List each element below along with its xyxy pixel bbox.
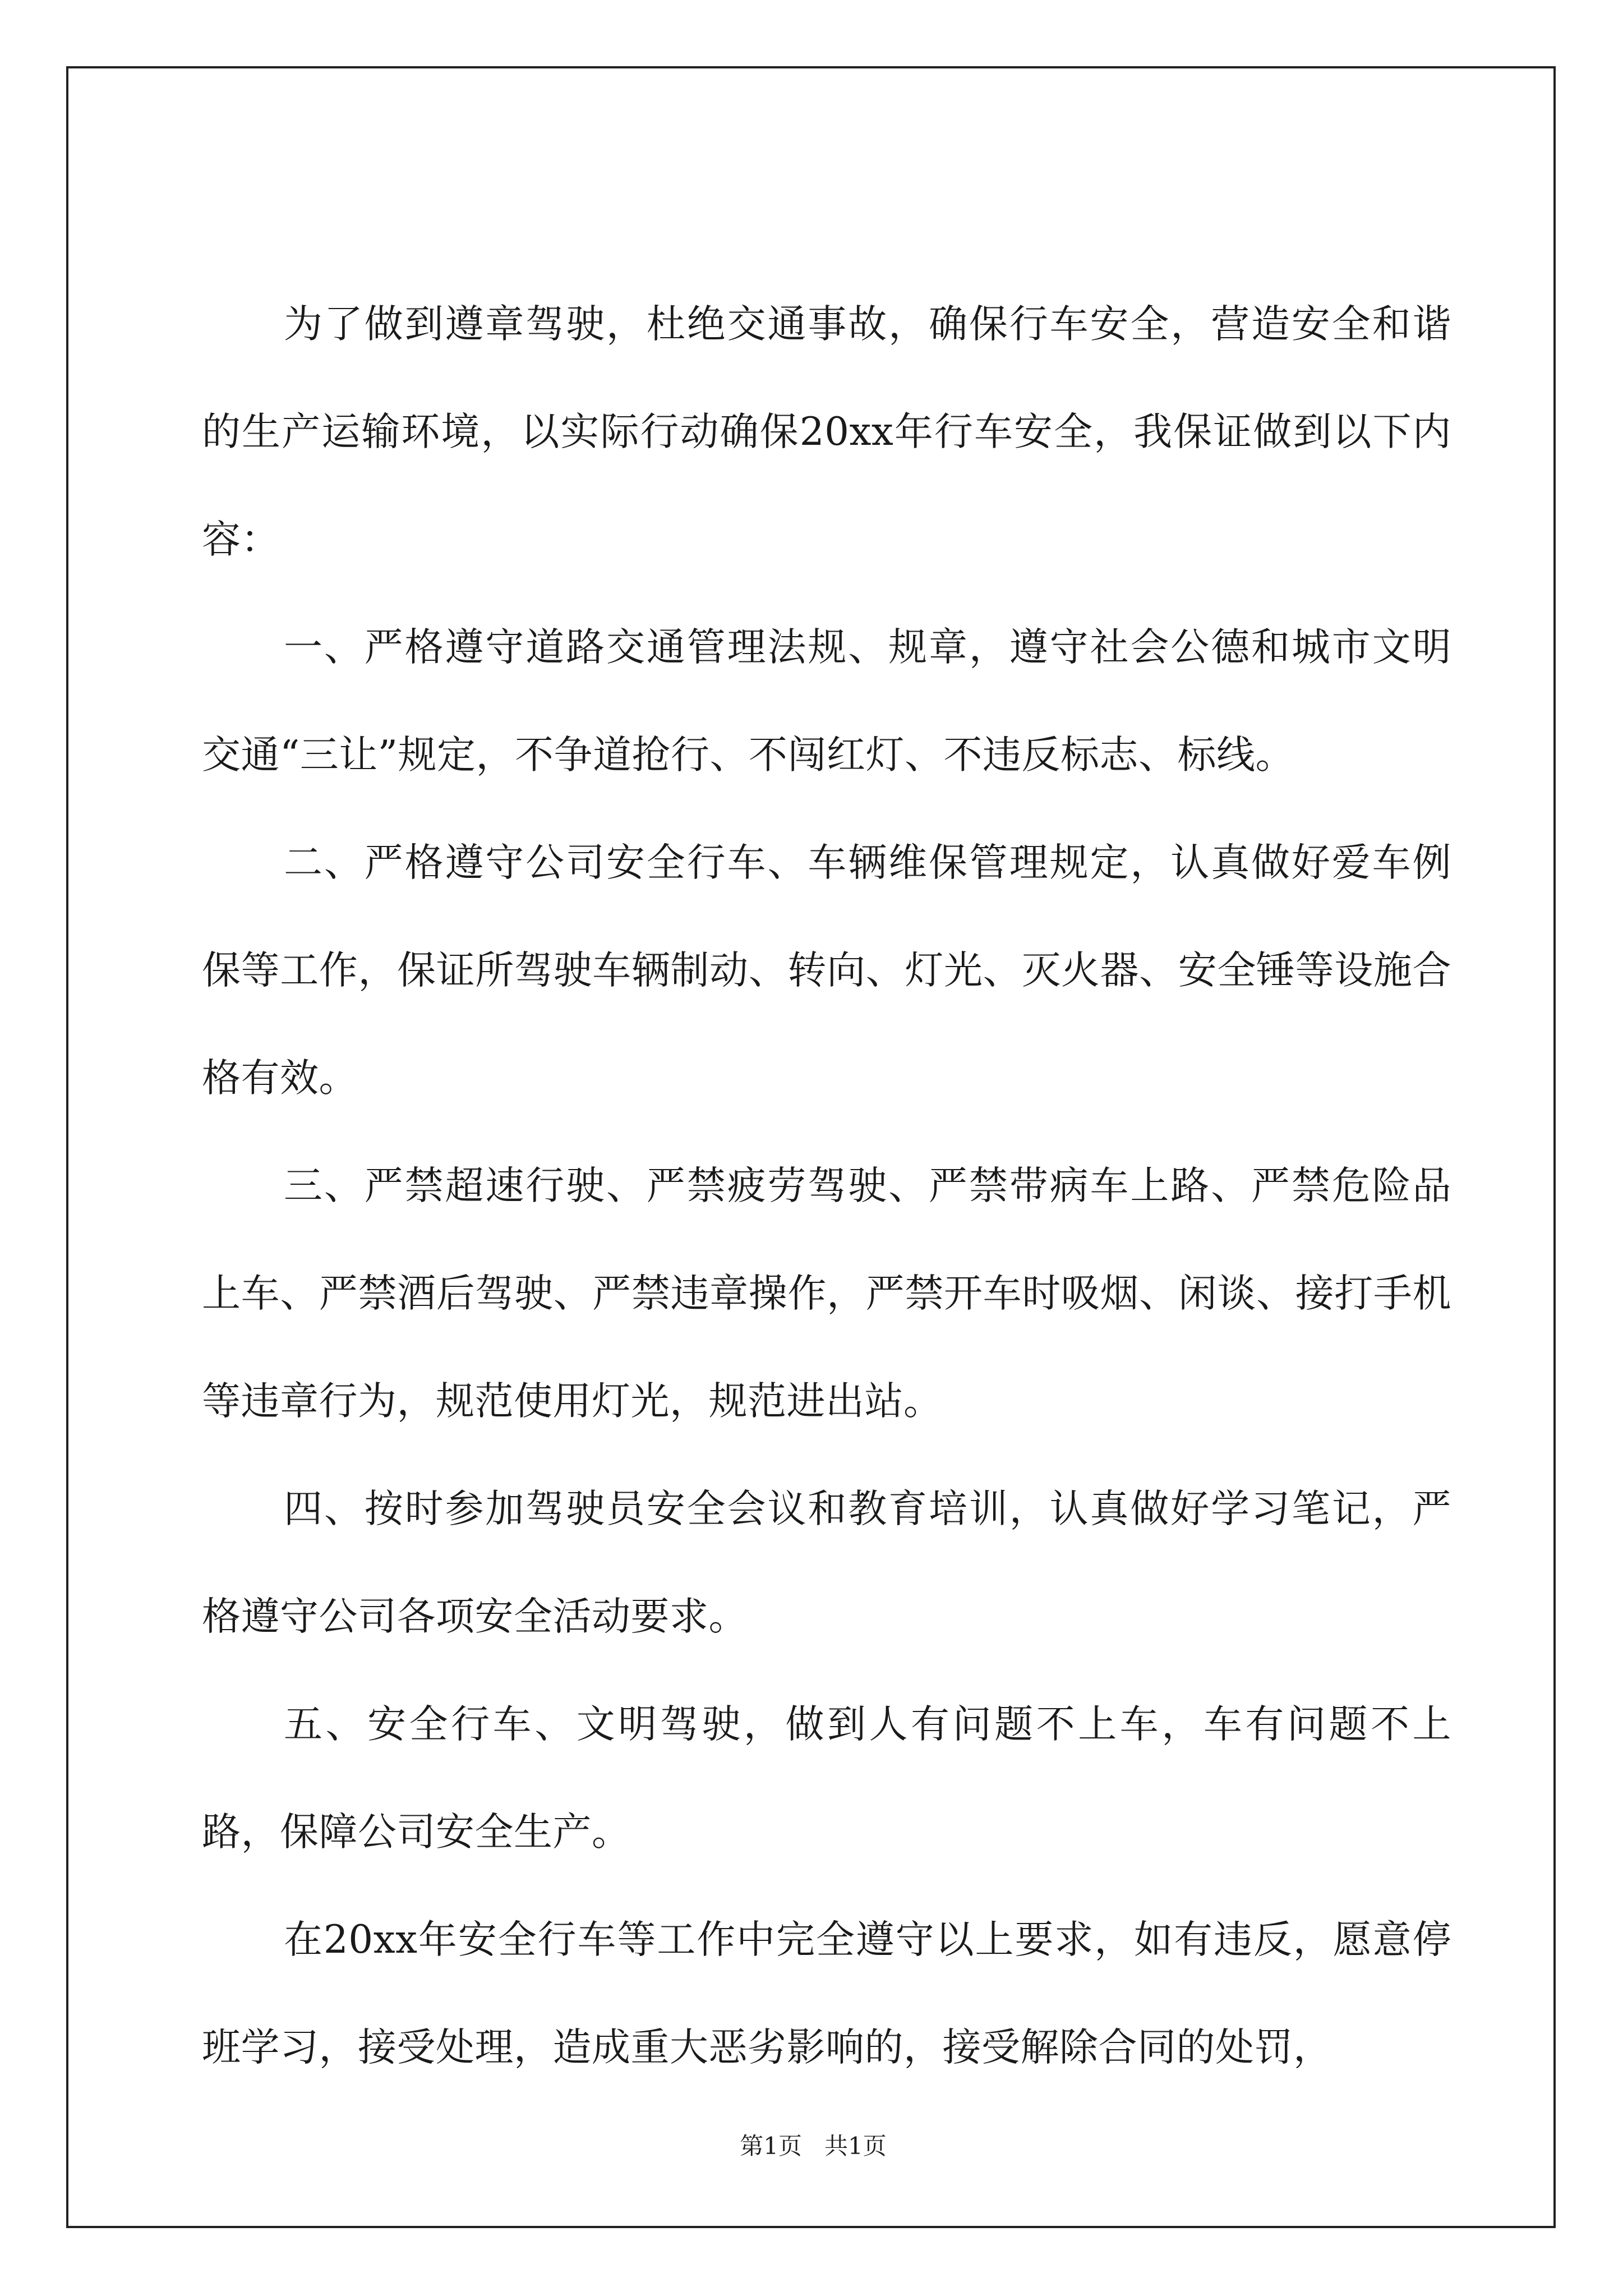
document-body <box>202 270 1451 2101</box>
paragraph-item-5: 五、安全行车、文明驾驶，做到人有问题不上车，车有问题不上路，保障公司安全生产。 <box>202 1702 1451 1855</box>
paragraph-item-3: 三、严禁超速行驶、严禁疲劳驾驶、严禁带病车上路、严禁危险品上车、严禁酒后驾驶、严禁违章操作，严禁开车时吸烟、闲谈、接打手机等违章行为，规范使用灯光，规范进出站。 <box>202 1163 1451 1424</box>
page-frame <box>66 66 1556 2228</box>
paragraph-item-1: 一、严格遵守道路交通管理法规、规章，遵守社会公德和城市文明交通“三让”规定，不争道抢行、不闯红灯、不违反标志、标线。 <box>202 625 1451 777</box>
paragraph-item-4: 四、按时参加驾驶员安全会议和教育培训，认真做好学习笔记，严格遵守公司各项安全活动要求。 <box>202 1487 1451 1639</box>
paragraph-closing: 在20xx年安全行车等工作中完全遵守以上要求，如有违反，愿意停班学习，接受处理，造成重大恶劣影响的，接受解除合同的处罚， <box>202 1917 1451 2070</box>
paragraph-item-2: 二、严格遵守公司安全行车、车辆维保管理规定，认真做好爱车例保等工作，保证所驾驶车辆制动、转向、灯光、灭火器、安全锤等设施合格有效。 <box>202 840 1451 1101</box>
page-footer: 第1页 共1页 <box>740 2132 887 2160</box>
paragraph-intro: 为了做到遵章驾驶，杜绝交通事故，确保行车安全，营造安全和谐的生产运输环境，以实际行动确保20xx年行车安全，我保证做到以下内容： <box>202 302 1451 562</box>
